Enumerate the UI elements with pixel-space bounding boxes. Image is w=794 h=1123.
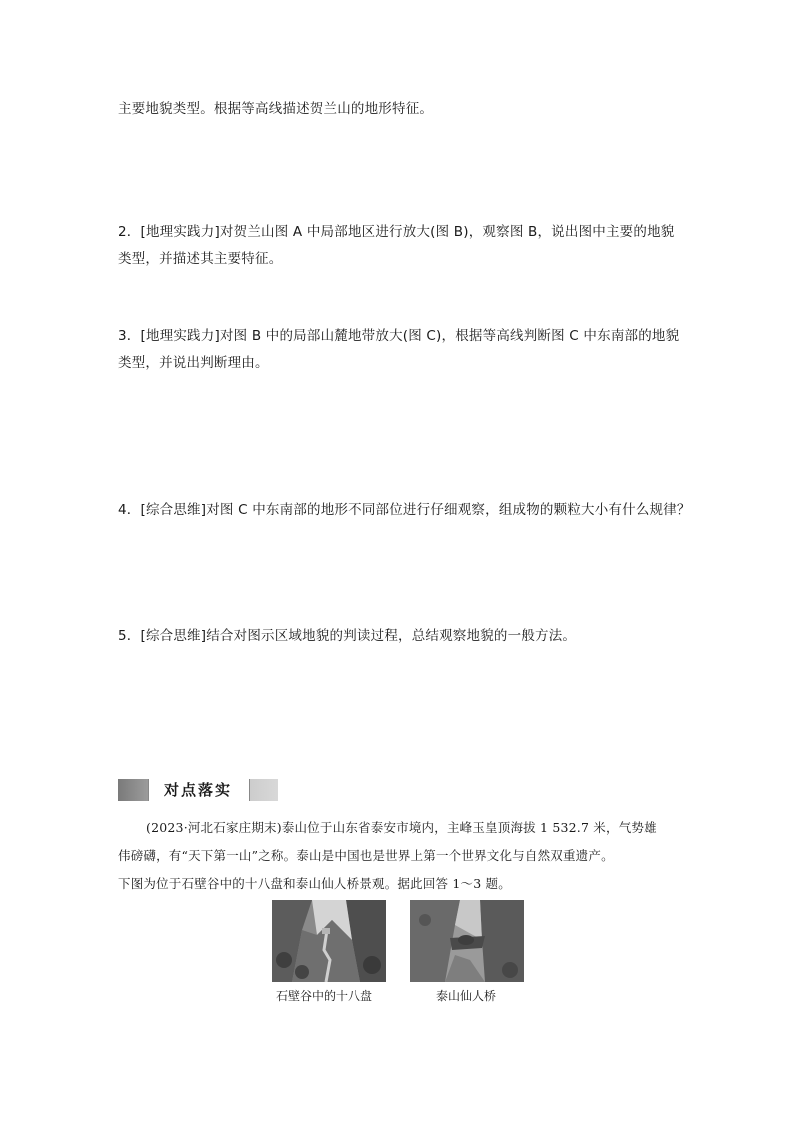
passage-line-1: (2023·河北石家庄期末)泰山位于山东省泰安市境内，主峰玉皇顶海拔 1 532.7 米，气势雄 <box>146 820 657 835</box>
question-3-line-2: 类型，并说出判断理由。 <box>118 355 269 371</box>
intro-continuation: 主要地貌类型。根据等高线描述贺兰山的地形特征。 <box>118 101 434 117</box>
photo-eighteen-bends <box>272 900 386 982</box>
question-5: 5．[综合思维]结合对图示区域地貌的判读过程，总结观察地貌的一般方法。 <box>118 628 577 644</box>
section-banner <box>118 779 278 801</box>
caption-immortal-bridge: 泰山仙人桥 <box>436 989 497 1003</box>
question-3-line-1: 3．[地理实践力]对图 B 中的局部山麓地带放大(图 C)，根据等高线判断图 C 中东南部的地貌 <box>118 328 680 344</box>
question-2-line-1: 2．[地理实践力]对贺兰山图 A 中局部地区进行放大(图 B)，观察图 B，说出图中主要的地貌 <box>118 224 675 240</box>
question-4: 4．[综合思维]对图 C 中东南部的地形不同部位进行仔细观察，组成物的颗粒大小有什么规律？ <box>118 502 691 518</box>
passage-line-2: 伟磅礴，有“天下第一山”之称。泰山是中国也是世界上第一个世界文化与自然双重遗产。 <box>118 848 614 863</box>
photo-immortal-bridge <box>410 900 524 982</box>
caption-eighteen-bends: 石壁谷中的十八盘 <box>276 989 373 1003</box>
section-title: 对点落实 <box>163 781 232 799</box>
passage-line-3: 下图为位于石壁谷中的十八盘和泰山仙人桥景观。据此回答 1～3 题。 <box>118 876 511 891</box>
question-2-line-2: 类型，并描述其主要特征。 <box>118 251 283 267</box>
